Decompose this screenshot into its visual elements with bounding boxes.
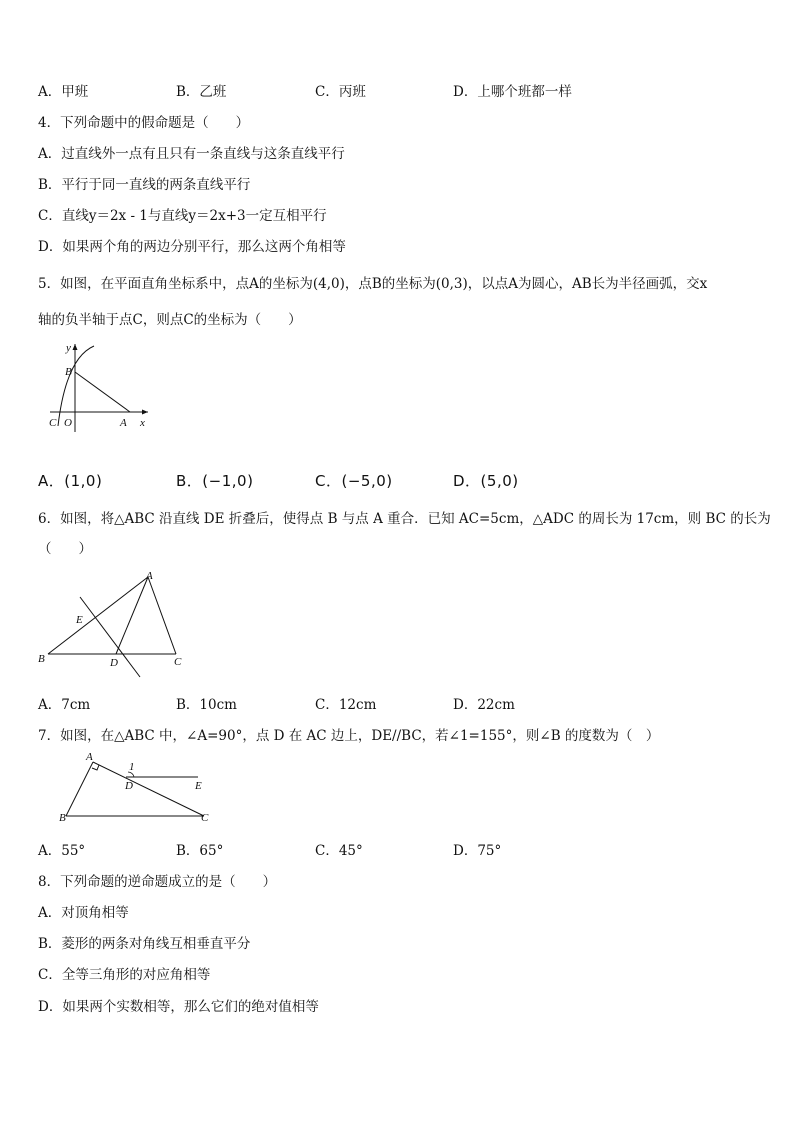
q7-options — [38, 842, 738, 860]
q6-option-a: A．7cm — [38, 697, 91, 713]
q7-option-a: A．55° — [38, 843, 86, 859]
q5-option-c: C．(−5,0) — [315, 472, 393, 490]
label-x: x — [140, 417, 145, 429]
q5-stem-line1: 5．如图，在平面直角坐标系中，点A的坐标为(4,0)，点B的坐标为(0,3)，以点A为圆心，AB长为半径画弧，交x — [38, 276, 708, 292]
label-c: C — [201, 812, 209, 824]
q6-option-b: B．10cm — [176, 697, 237, 713]
q3-option-a: A．甲班 — [38, 84, 89, 100]
q6-stem-line1: 6．如图，将△ABC 沿直线 DE 折叠后，使得点 B 与点 A 重合．已知 AC=5cm，△ADC 的周长为 17cm，则 BC 的长为 — [38, 511, 771, 527]
label-1: 1 — [129, 761, 135, 773]
label-o: O — [64, 417, 72, 429]
q3-option-b: B．乙班 — [176, 84, 227, 100]
label-c: C — [174, 656, 182, 668]
right-angle-mark — [92, 765, 99, 770]
side-ac — [148, 577, 176, 654]
segment-ad — [116, 577, 148, 654]
q7-option-c: C．45° — [315, 843, 363, 859]
q8-option-c: C．全等三角形的对应角相等 — [38, 967, 211, 983]
q4-option-d: D．如果两个角的两边分别平行，那么这两个角相等 — [38, 239, 346, 255]
label-d: D — [110, 657, 118, 669]
label-a: A — [146, 570, 153, 582]
q4-option-c: C．直线y＝2x - 1与直线y＝2x+3一定互相平行 — [38, 208, 327, 224]
side-ac — [93, 762, 204, 816]
q8-option-b: B．菱形的两条对角线互相垂直平分 — [38, 936, 251, 952]
q6-option-c: C．12cm — [315, 697, 377, 713]
label-e: E — [76, 614, 83, 626]
segment-ab — [75, 372, 130, 412]
q6-options — [38, 696, 738, 714]
q4-option-a: A．过直线外一点有且只有一条直线与这条直线平行 — [38, 146, 345, 162]
q7-stem: 7．如图，在△ABC 中，∠A=90°，点 D 在 AC 边上，DE//BC，若∠1=155°，则∠B 的度数为（ ） — [38, 728, 660, 744]
label-b: B — [38, 653, 45, 665]
label-b: B — [65, 366, 72, 378]
label-d: D — [125, 780, 133, 792]
x-axis-arrow — [142, 410, 148, 415]
label-c: C — [49, 417, 57, 429]
q3-options — [38, 83, 738, 101]
label-a: A — [86, 751, 93, 763]
label-e: E — [195, 780, 202, 792]
q5-stem-line2: 轴的负半轴于点C，则点C的坐标为（ ） — [38, 312, 302, 328]
label-b: B — [59, 812, 66, 824]
q5-option-a: A．(1,0) — [38, 472, 103, 490]
q7-option-d: D．75° — [453, 843, 502, 859]
q8-stem: 8．下列命题的逆命题成立的是（ ） — [38, 874, 277, 890]
q7-option-b: B．65° — [176, 843, 224, 859]
label-a: A — [120, 417, 127, 429]
q4-stem: 4．下列命题中的假命题是（ ） — [38, 115, 250, 131]
label-y: y — [66, 342, 71, 354]
side-ab — [48, 577, 148, 654]
q6-stem-line2: （ ） — [38, 541, 92, 557]
q5-option-b: B．(−1,0) — [176, 472, 254, 490]
q5-option-d: D．(5,0) — [453, 472, 519, 490]
q4-option-b: B．平行于同一直线的两条直线平行 — [38, 177, 251, 193]
q6-option-d: D．22cm — [453, 697, 515, 713]
y-axis-arrow — [73, 344, 78, 350]
q5-options — [38, 472, 738, 490]
arc — [58, 346, 94, 426]
q8-option-d: D．如果两个实数相等，那么它们的绝对值相等 — [38, 999, 319, 1015]
q5-figure — [44, 340, 154, 435]
q6-figure — [36, 567, 196, 682]
side-ab — [66, 762, 93, 816]
q8-option-a: A．对顶角相等 — [38, 905, 129, 921]
q3-option-c: C．丙班 — [315, 84, 366, 100]
q3-option-d: D．上哪个班都一样 — [453, 84, 572, 100]
q7-figure — [56, 752, 216, 827]
